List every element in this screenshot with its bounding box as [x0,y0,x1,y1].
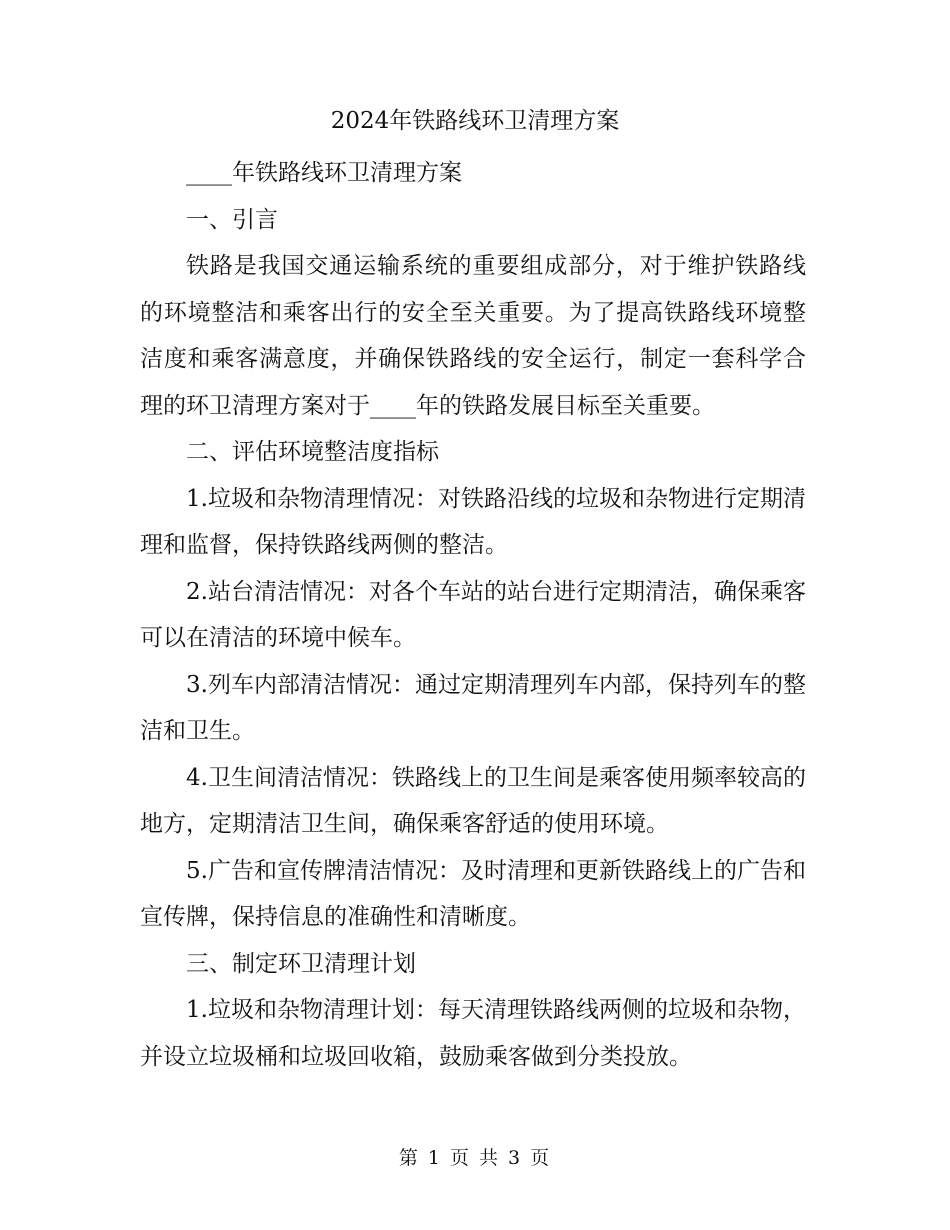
body-paragraph: 铁路是我国交通运输系统的重要组成部分，对于维护铁路线的环境整洁和乘客出行的安全至关重要。为了提高铁路线环境整洁度和乘客满意度，并确保铁路线的安全运行，制定一套科学合理的环卫清理方案对于____年的铁路发展目标至关重要。 [140,253,806,419]
list-item: 4.卫生间清洁情况：铁路线上的卫生间是乘客使用频率较高的地方，定期清洁卫生间，确保乘客舒适的使用环境。 [140,764,806,837]
section-heading-assessment: 二、评估环境整洁度指标 [186,439,439,465]
subtitle-paragraph: ____年铁路线环卫清理方案 [186,160,462,186]
list-item: 3.列车内部清洁情况：通过定期清理列车内部，保持列车的整洁和卫生。 [140,671,806,744]
list-item: 1.垃圾和杂物清理情况：对铁路沿线的垃圾和杂物进行定期清理和监督，保持铁路线两侧的整洁。 [140,485,806,558]
list-item: 5.广告和宣传牌清洁情况：及时清理和更新铁路线上的广告和宣传牌，保持信息的准确性和清晰度。 [140,857,806,930]
list-item: 1.垃圾和杂物清理计划：每天清理铁路线两侧的垃圾和杂物，并设立垃圾桶和垃圾回收箱，鼓励乘客做到分类投放。 [140,997,806,1070]
section-heading-plan: 三、制定环卫清理计划 [186,950,416,977]
document-body [140,150,806,1080]
page-number: 第 1 页 共 3 页 [398,1147,552,1169]
section-heading-intro: 一、引言 [186,206,278,233]
document-title: 2024年铁路线环卫清理方案 [330,108,620,134]
list-item: 2.站台清洁情况：对各个车站的站台进行定期清洁，确保乘客可以在清洁的环境中候车。 [140,578,806,651]
